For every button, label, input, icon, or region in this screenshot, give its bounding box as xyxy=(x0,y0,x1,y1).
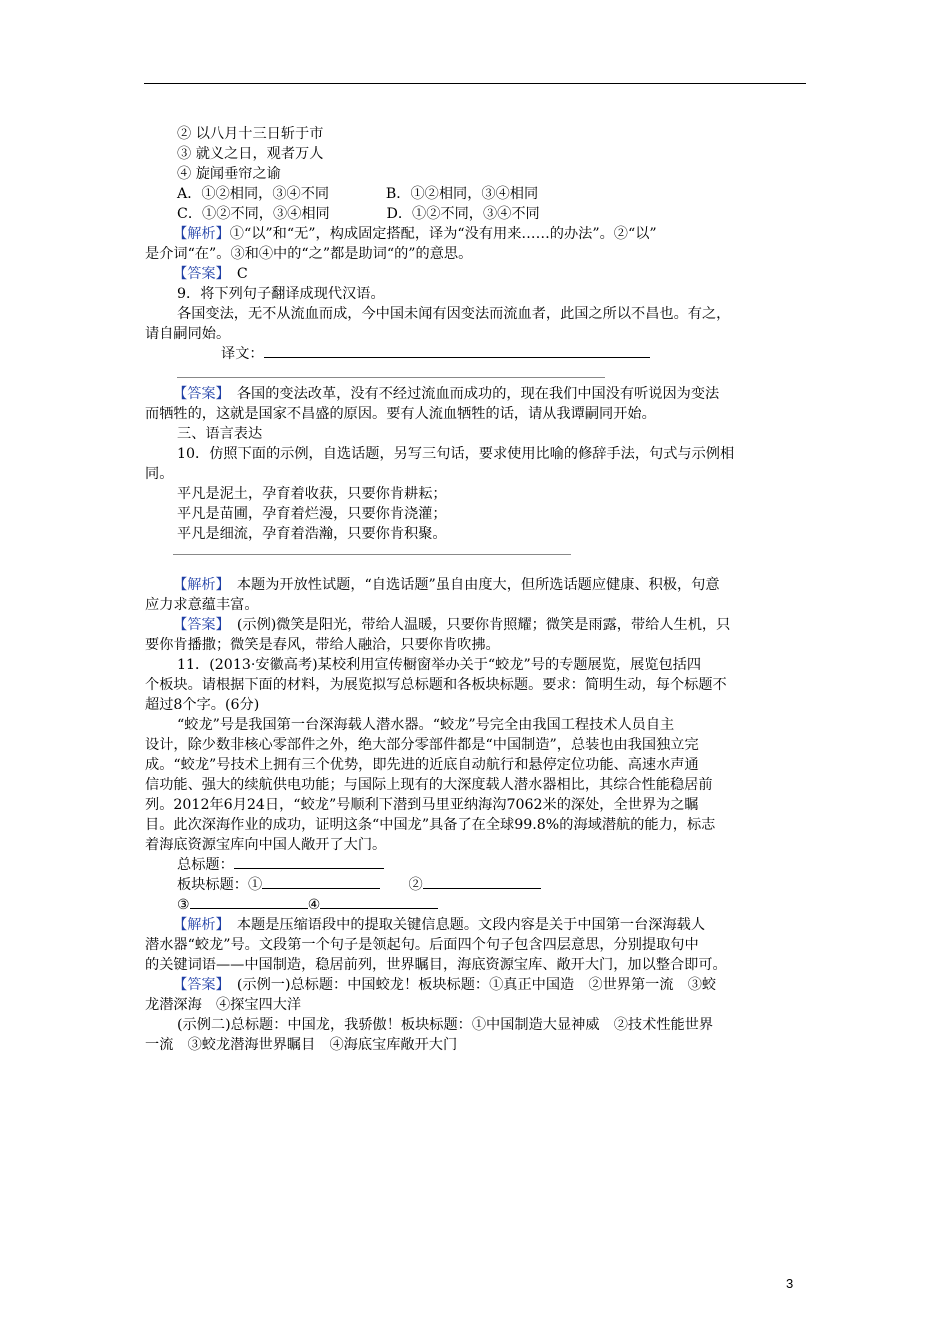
block-title-label: 板块标题：① xyxy=(177,877,263,893)
q10-answer-blank[interactable] xyxy=(173,554,571,555)
analysis-tag: 【解析】 xyxy=(173,577,223,593)
block-mark-4: ④ xyxy=(307,897,321,913)
q10-analysis xyxy=(145,575,807,595)
q11-analysis-cont: 潜水器“蛟龙”号。文段第一个句子是领起句。后面四个句子包含四层意思，分别提取句中 xyxy=(145,937,699,953)
q9-text: 各国变法，无不从流血而成，今中国未闻有因变法而流血者，此国之所以不昌也。有之， xyxy=(177,306,731,322)
total-title-label: 总标题： xyxy=(177,857,234,873)
q8-analysis-text: ①“以”和“无”，构成固定搭配，译为“没有用来……的办法”。②“以” xyxy=(229,226,657,242)
q9-translation-blank-2[interactable] xyxy=(145,364,807,384)
block-title-blank-4[interactable] xyxy=(320,896,438,909)
analysis-tag: 【解析】 xyxy=(173,917,223,933)
block-title-blank-1[interactable] xyxy=(262,876,380,889)
q9-translation-line xyxy=(145,344,807,364)
q11-answer-cont: 龙潜深海 ④探宝四大洋 xyxy=(145,997,302,1013)
q11-block-titles-2 xyxy=(145,895,807,915)
q11-analysis-text: 本题是压缩语段中的提取关键信息题。文段内容是关于中国第一台深海载人 xyxy=(236,917,706,933)
q9-translation-label: 译文： xyxy=(221,346,264,362)
q11-stem: 11．(2013·安徽高考)某校利用宣传橱窗举办关于“蛟龙”号的专题展览，展览包括四 xyxy=(177,657,702,673)
q10-analysis-cont: 应力求意蕴丰富。 xyxy=(145,597,259,613)
q11-material: 列。2012年6月24日，“蛟龙”号顺利下潜到马里亚纳海沟7062米的深处，全世界为之瞩 xyxy=(145,797,699,813)
q11-stem-cont: 个板块。请根据下面的材料，为展览拟写总标题和各板块标题。要求：简明生动，每个标题不 xyxy=(145,677,727,693)
header-rule xyxy=(144,83,806,84)
q9-answer-text: 各国的变法改革，没有不经过流血而成功的，现在我们中国没有听说因为变法 xyxy=(236,386,720,402)
q8-answer-value: C xyxy=(236,266,248,282)
block-mark-3: ③ xyxy=(177,897,190,913)
section-title: 三、语言表达 xyxy=(177,426,263,442)
page-content xyxy=(145,124,807,1055)
q8-answer xyxy=(145,264,807,284)
q8-analysis xyxy=(145,224,807,244)
q11-analysis xyxy=(145,915,807,935)
answer-tag: 【答案】 xyxy=(173,266,223,282)
q10-example: 平凡是苗圃，孕育着烂漫，只要你肯浇灌； xyxy=(177,506,447,522)
q9-translation-blank[interactable] xyxy=(264,345,650,358)
answer-tag: 【答案】 xyxy=(173,977,223,993)
answer-tag: 【答案】 xyxy=(173,386,223,402)
q11-material: 设计，除少数非核心零部件之外，绝大部分零部件都是“中国制造”，总装也由我国独立完 xyxy=(145,737,699,753)
block-title-blank-3[interactable] xyxy=(190,896,308,909)
q11-analysis-cont: 的关键词语——中国制造，稳居前列，世界瞩目，海底资源宝库、敞开大门，加以整合即可。 xyxy=(145,957,727,973)
q11-answer-cont: 一流 ③蛟龙潜海世界瞩目 ④海底宝库敞开大门 xyxy=(145,1037,458,1053)
q8-analysis-cont: 是介词“在”。③和④中的“之”都是助词“的”的意思。 xyxy=(145,246,473,262)
q10-analysis-text: 本题为开放性试题，“自选话题”虽自由度大，但所选话题应健康、积极，句意 xyxy=(236,577,720,593)
q11-answer-2: (示例二)总标题：中国龙，我骄傲！板块标题：①中国制造大显神威 ②技术性能世界 xyxy=(177,1017,714,1033)
q10-stem-cont: 同。 xyxy=(145,466,174,482)
q11-stem-cont: 超过8个字。(6分) xyxy=(145,697,260,713)
total-title-blank[interactable] xyxy=(234,856,384,869)
block-title-blank-2[interactable] xyxy=(423,876,541,889)
choice-line-cd: C．①②不同，③④相同 D．①②不同，③④不同 xyxy=(177,206,540,222)
q9-stem: 9．将下列句子翻译成现代汉语。 xyxy=(177,286,385,302)
q11-material: 成。“蛟龙”号技术上拥有三个优势，即先进的近底自动航行和悬停定位功能、高速水声通 xyxy=(145,757,699,773)
choice-line-ab: A．①②相同，③④不同 B．①②相同，③④相同 xyxy=(177,186,539,202)
q11-answer-text: (示例一)总标题：中国蛟龙！板块标题：①真正中国造 ②世界第一流 ③蛟 xyxy=(236,977,717,993)
answer-tag: 【答案】 xyxy=(173,617,223,633)
option-2: ② 以八月十三日斩于市 xyxy=(177,126,324,142)
option-3: ③ 就义之日，观者万人 xyxy=(177,146,324,162)
q10-example: 平凡是细流，孕育着浩瀚，只要你肯积聚。 xyxy=(177,526,447,542)
q11-material: 信功能、强大的续航供电功能；与国际上现有的大深度载人潜水器相比，其综合性能稳居前 xyxy=(145,777,713,793)
q11-answer xyxy=(145,975,807,995)
q10-answer-cont: 要你肯播撒；微笑是春风，带给人融洽，只要你肯吹拂。 xyxy=(145,637,500,653)
q9-answer-cont: 而牺牲的，这就是国家不昌盛的原因。要有人流血牺牲的话，请从我谭嗣同开始。 xyxy=(145,406,656,422)
q11-material: 着海底资源宝库向中国人敞开了大门。 xyxy=(145,837,387,853)
analysis-tag: 【解析】 xyxy=(173,226,230,242)
q10-answer xyxy=(145,615,807,635)
q10-example: 平凡是泥土，孕育着收获，只要你肯耕耘； xyxy=(177,486,447,502)
q9-answer xyxy=(145,384,807,404)
block-mark-2: ② xyxy=(408,877,423,893)
option-4: ④ 旋闻垂帘之谕 xyxy=(177,166,281,182)
q10-answer-text: (示例)微笑是阳光，带给人温暖，只要你肯照耀；微笑是雨露，带给人生机，只 xyxy=(236,617,731,633)
page-number: 3 xyxy=(786,1276,794,1291)
q11-material: “蛟龙”号是我国第一台深海载人潜水器。“蛟龙”号完全由我国工程技术人员自主 xyxy=(177,717,675,733)
q11-material: 目。此次深海作业的成功，证明这条“中国龙”具备了在全球99.8%的海域潜航的能力，标志 xyxy=(145,817,716,833)
q9-text-cont: 请自嗣同始。 xyxy=(145,326,231,342)
q11-total-title xyxy=(145,855,807,875)
q11-block-titles-1 xyxy=(145,875,807,895)
q10-stem: 10．仿照下面的示例，自选话题，另写三句话，要求使用比喻的修辞手法，句式与示例相 xyxy=(177,446,735,462)
